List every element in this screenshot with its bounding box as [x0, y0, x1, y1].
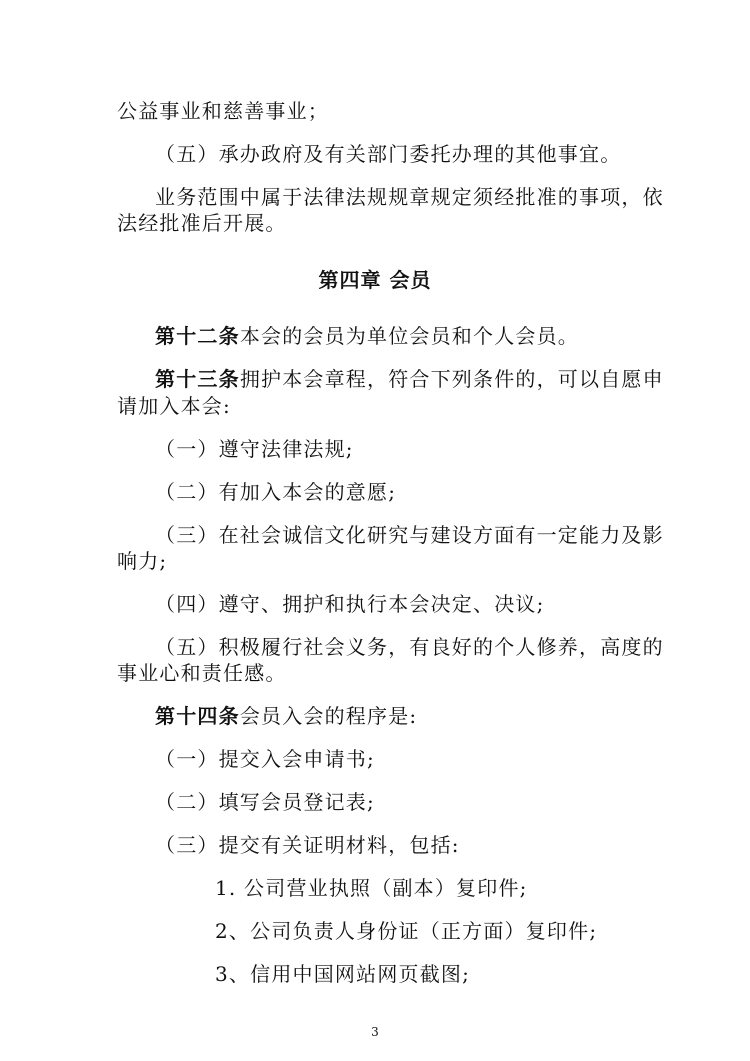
list-item: （一）提交入会申请书;	[155, 747, 375, 771]
article-14	[155, 701, 417, 731]
list-item-cont: 响力;	[117, 549, 168, 573]
list-item: （二）填写会员登记表;	[155, 790, 375, 814]
text-line-3: 业务范围中属于法律法规规章规定须经批准的事项，依	[155, 185, 664, 209]
chapter-title: 第四章 会员	[318, 268, 432, 292]
page-number: 3	[371, 1025, 379, 1039]
article-14-text: 会员入会的程序是:	[239, 704, 418, 728]
sub-list-item: 1. 公司营业执照（副本）复印件;	[215, 876, 528, 900]
list-item: （三）在社会诚信文化研究与建设方面有一定能力及影	[155, 523, 664, 547]
list-item: （三）提交有关证明材料，包括:	[155, 833, 460, 857]
sub-list-item: 2、公司负责人身份证（正方面）复印件;	[215, 919, 598, 943]
article-13-text: 拥护本会章程，符合下列条件的，可以自愿申	[239, 367, 664, 391]
article-14-label: 第十四条	[155, 704, 240, 728]
list-item: （二）有加入本会的意愿;	[155, 480, 397, 504]
list-item-cont: 事业心和责任感。	[117, 661, 287, 685]
text-line-2: （五）承办政府及有关部门委托办理的其他事宜。	[155, 142, 622, 166]
article-12	[155, 321, 579, 351]
article-13-cont: 请加入本会:	[117, 394, 231, 418]
list-item: （一）遵守法律法规;	[155, 437, 354, 461]
sub-list-item: 3、信用中国网站网页截图;	[215, 962, 471, 986]
list-item: （四）遵守、拥护和执行本会决定、决议;	[155, 592, 545, 616]
article-12-label: 第十二条	[155, 324, 240, 348]
text-line-4: 法经批准后开展。	[117, 211, 287, 235]
list-item: （五）积极履行社会义务，有良好的个人修养，高度的	[155, 635, 664, 659]
article-13	[155, 364, 664, 394]
text-line-1: 公益事业和慈善事业；	[117, 99, 329, 123]
article-12-text: 本会的会员为单位会员和个人会员。	[239, 324, 580, 348]
article-13-label: 第十三条	[155, 367, 240, 391]
